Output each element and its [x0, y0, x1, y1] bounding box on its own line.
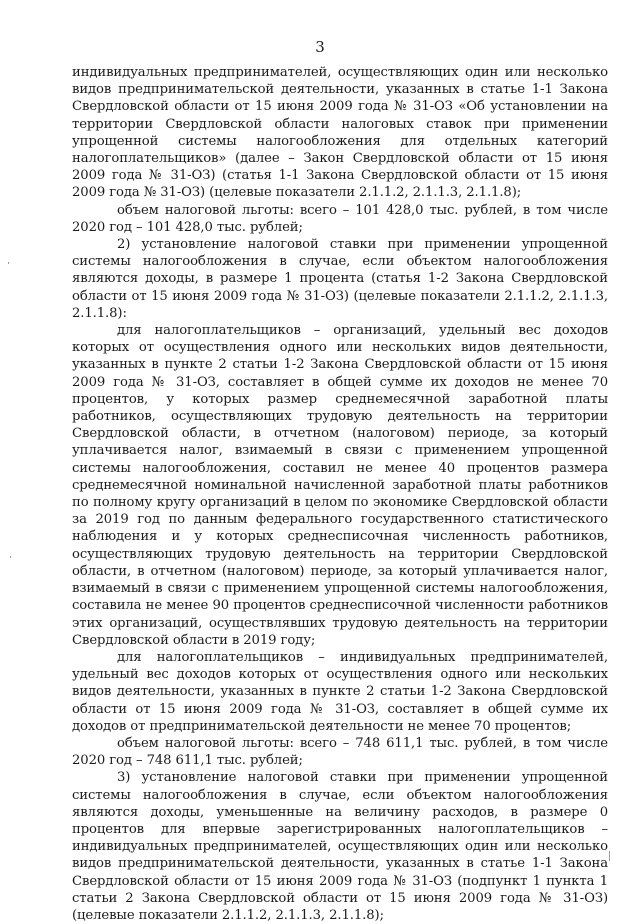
scan-mark	[10, 556, 11, 558]
document-body	[72, 64, 608, 924]
paragraph-6: объем налоговой льготы: всего – 748 611,1 тыс. рублей, в том числе 2020 год – 748 611,1 тыс. рублей;	[72, 735, 608, 769]
paragraph-1: индивидуальных предпринимателей, осуществляющих один или несколько видов предпринимательской деятельности, указанных в статье 1-1 Закона Свердловской области от 15 июня 2009 года № 31-ОЗ «Об установлении на территории Свердловской области налоговых ставок при применении упрощенной системы налогообложения для отдельных категорий налогоплательщиков» (далее – Закон Свердловской области от 15 июня 2009 года № 31-ОЗ) (статья 1-1 Закона Свердловской области от 15 июня 2009 года № 31-ОЗ) (целевые показатели 2.1.1.2, 2.1.1.3, 2.1.1.8);	[72, 65, 608, 201]
paragraph-2: объем налоговой льготы: всего – 101 428,0 тыс. рублей, в том числе 2020 год – 101 428,0 тыс. рублей;	[72, 202, 608, 235]
scan-mark	[8, 262, 9, 264]
paragraph-3: 2) установление налоговой ставки при применении упрощенной системы налогообложения в случае, если объектом налогообложения являются доходы, в размере 1 процента (статья 1-2 Закона Свердловской области от 15 июня 2009 года № 31-ОЗ) (целевые показатели 2.1.1.2, 2.1.1.3, 2.1.1.8):	[72, 237, 608, 321]
paragraph-7: 3) установление налоговой ставки при применении упрощенной системы налогообложения в случае, если объектом налогообложения являются доходы, уменьшенные на величину расходов, в размере 0 процентов для впервые зарегистрированных налогоплательщиков – индивидуальных предпринимателей, осуществляющих один или несколько видов предпринимательской деятельности, указанных в статье 1-1 Закона Свердловской области от 15 июня 2009 года № 31-ОЗ (подпункт 1 пункта 1 статьи 2 Закона Свердловской области от 15 июня 2009 года № 31-ОЗ) (целевые показатели 2.1.1.2, 2.1.1.3, 2.1.1.8);	[72, 770, 608, 923]
paragraph-4: для налогоплательщиков – организаций, удельный вес доходов которых от осуществления одного или нескольких видов деятельности, указанных в пункте 2 статьи 1-2 Закона Свердловской области от 15 июня 2009 года № 31-ОЗ, составляет в общей сумме их доходов не менее 70 процентов, у которых размер среднемесячной заработной платы работников, осуществляющих трудовую деятельность на территории Свердловской области, в отчетном (налоговом) периоде, за который уплачивается налог, взимаемый в связи с применением упрощенной системы налогообложения, составил не менее 40 процентов размера среднемесячной номинальной начисленной заработной платы работников по полному кругу организаций в целом по экономике Свердловской области за 2019 год по данным федерального государственного статистического наблюдения и у которых среднесписочная численность работников, осуществляющих трудовую деятельность на территории Свердловской области, в отчетном (налоговом) периоде, за который уплачивается налог, взимаемый в связи с применением упрощенной системы налогообложения, составила не менее 90 процентов среднесписочной численности работников этих организаций, осуществлявших трудовую деятельность на территории Свердловской области в 2019 году;	[72, 323, 608, 648]
paragraph-5: для налогоплательщиков – индивидуальных предпринимателей, удельный вес доходов которых от осуществления одного или нескольких видов деятельности, указанных в пункте 2 статьи 1-2 Закона Свердловской области от 15 июня 2009 года № 31-ОЗ, составляет в общей сумме их доходов от предпринимательской деятельности не менее 70 процентов;	[72, 649, 608, 734]
scan-mark	[609, 851, 610, 861]
page-number: 3	[315, 38, 325, 56]
